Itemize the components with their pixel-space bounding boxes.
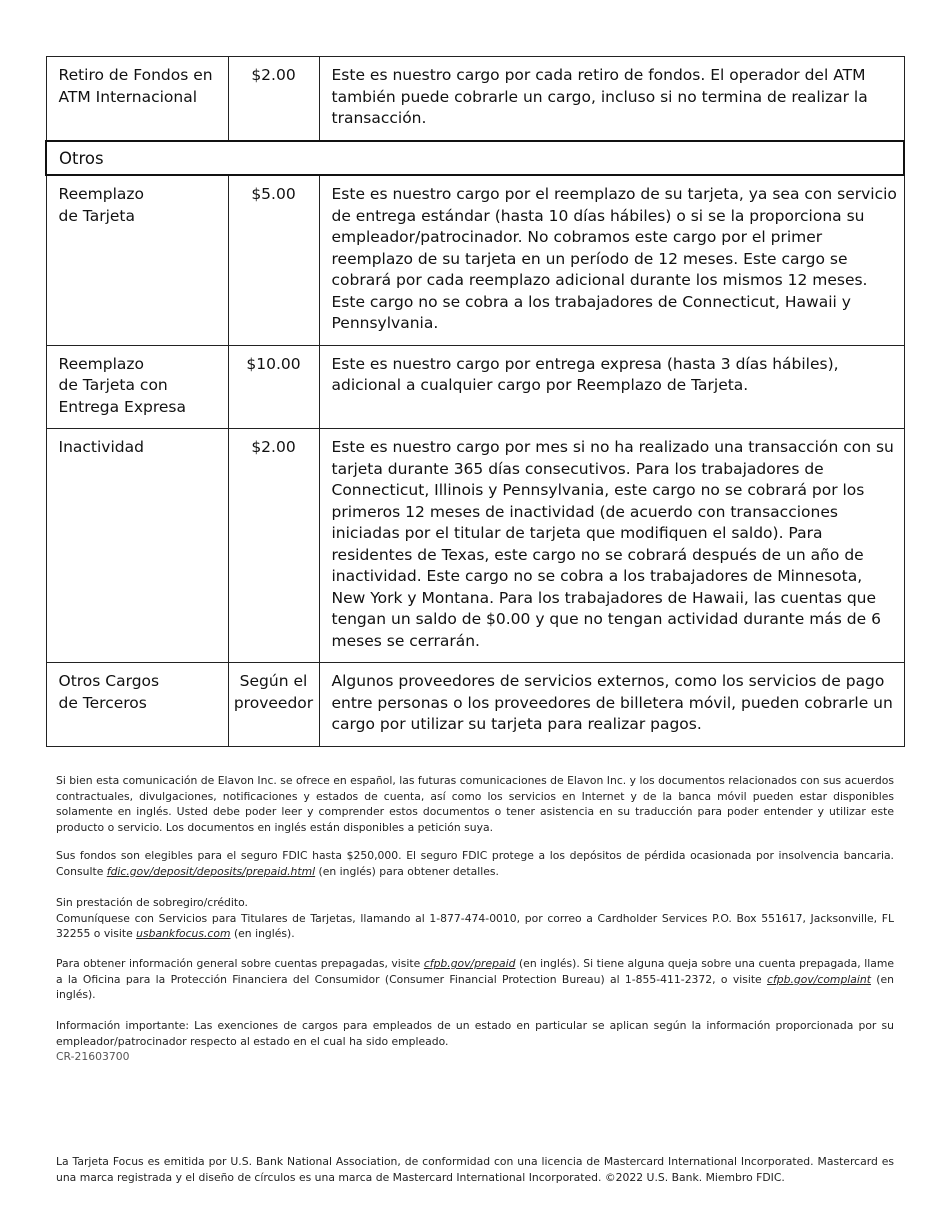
fee-amount xyxy=(228,663,319,747)
fee-name-line: Reemplazo xyxy=(58,354,145,373)
important-text: Información importante: Las exenciones de cargos para empleados de un estado en particular se aplican según la información proporcionada por su empleador/patrocinador respecto al estado en el cual ha sido empleado. xyxy=(56,1019,894,1048)
fee-amount: $10.00 xyxy=(228,345,319,429)
fee-name-line: Entrega Expresa xyxy=(58,397,186,416)
fee-row-card-replacement xyxy=(46,175,904,345)
fdic-suffix: (en inglés) para obtener detalles. xyxy=(318,864,499,878)
fee-name xyxy=(46,175,228,345)
fee-row-third-party xyxy=(46,663,904,747)
fee-description: Este es nuestro cargo por cada retiro de fondos. El operador del ATM también puede cobrarle un cargo, incluso si no termina de realizar la transacción. xyxy=(319,57,904,141)
fee-name-line: de Tarjeta xyxy=(58,206,135,225)
cfpb-text-2: (en inglés). Si tiene alguna queja sobre una cuenta prepagada, llame a la Oficina para la Protección Financiera del Consumidor (Consumer Financial Protection Bureau) al 1-855-411-2372, o visite xyxy=(56,957,894,986)
cfpb-complaint-link[interactable]: cfpb.gov/complaint xyxy=(767,972,871,986)
fee-name-line: Otros Cargos xyxy=(58,672,160,690)
contact-notice xyxy=(56,895,894,942)
fee-amount: $5.00 xyxy=(228,175,319,345)
fee-amount: $2.00 xyxy=(228,429,319,663)
cfpb-suffix: (en inglés). xyxy=(56,972,894,1001)
fee-description: Este es nuestro cargo por el reemplazo de su tarjeta, ya sea con servicio de entrega estándar (hasta 10 días hábiles) o si se la proporciona su empleador/patrocinador. No cobramos este cargo por el primer reemplazo de su tarjeta en un período de 12 meses. Este cargo se cobrará por cada reemplazo adicional durante los mismos 12 meses. Este cargo no se cobra a los trabajadores de Connecticut, Hawaii y Pennsylvania. xyxy=(319,175,904,345)
fee-description: Este es nuestro cargo por mes si no ha realizado una transacción con su tarjeta durante 365 días consecutivos. Para los trabajadores de Connecticut, Illinois y Pennsylvania, este cargo no se cobrará por los primeros 12 meses de inactividad (de acuerdo con transacciones iniciadas por el titular de tarjeta que modifiquen el saldo). Para residentes de Texas, este cargo no se cobrará después de un año de inactividad. Este cargo no se cobra a los trabajadores de Minnesota, New York y Montana. Para los trabajadores de Hawaii, las cuentas que tengan un saldo de $0.00 y que no tengan actividad durante más de 6 meses se cerrarán. xyxy=(319,429,904,663)
section-title: Otros xyxy=(46,141,904,176)
fee-name-line: de Tarjeta con xyxy=(58,376,168,394)
fee-description: Este es nuestro cargo por entrega expresa (hasta 3 días hábiles), adicional a cualquier cargo por Reemplazo de Tarjeta. xyxy=(319,345,904,429)
fee-amount-line: Según el xyxy=(239,672,308,690)
language-notice: Si bien esta comunicación de Elavon Inc. se ofrece en español, las futuras comunicaciones de Elavon Inc. y los documentos relacionados con sus acuerdos contractuales, divulgaciones, notificaciones y estados de cuenta, así como los servicios en Internet y de la banca móvil pueden estar disponibles solamente en inglés. Usted debe poder leer y comprender estos documentos o tener asistencia en su traducción para poder entender y utilizar este producto o servicio. Los documentos en inglés están disponibles a petición suya. xyxy=(56,774,894,834)
fee-amount-line: proveedor xyxy=(233,693,314,712)
fee-name xyxy=(46,663,228,747)
fee-amount: $2.00 xyxy=(228,57,319,141)
cfpb-prepaid-link[interactable]: cfpb.gov/prepaid xyxy=(423,957,516,970)
cfpb-text-1: Para obtener información general sobre cuentas prepagadas, visite xyxy=(56,957,421,970)
fee-name-line: Reemplazo xyxy=(58,185,145,203)
fee-row-atm-international xyxy=(46,57,904,141)
contact-suffix: (en inglés). xyxy=(233,927,295,940)
important-notice xyxy=(56,1018,894,1065)
overdraft-text: Sin prestación de sobregiro/crédito. xyxy=(56,896,248,909)
footer-notice: La Tarjeta Focus es emitida por U.S. Bank National Association, de conformidad con una licencia de Mastercard International Incorporated. Mastercard es una marca registrada y el diseño de círculos es una marca de Mastercard International Incorporated. ©2022 U.S. Bank. Miembro FDIC. xyxy=(56,1155,894,1184)
usbankfocus-link[interactable]: usbankfocus.com xyxy=(136,927,231,940)
fdic-notice xyxy=(56,848,894,879)
fee-name-line: de Terceros xyxy=(58,693,147,712)
fee-name xyxy=(46,345,228,429)
fee-row-inactivity xyxy=(46,429,904,663)
document-code: CR-21603700 xyxy=(56,1050,130,1063)
fee-description: Algunos proveedores de servicios externos, como los servicios de pago entre personas o los proveedores de billetera móvil, pueden cobrarle un cargo por utilizar su tarjeta para realizar pagos. xyxy=(319,663,904,747)
section-header-row xyxy=(46,141,904,176)
fdic-text: Sus fondos son elegibles para el seguro FDIC hasta $250,000. El seguro FDIC protege a los depósitos de pérdida ocasionada por insolvencia bancaria. Consulte xyxy=(56,849,894,878)
fee-table xyxy=(45,56,905,747)
contact-text: Comuníquese con Servicios para Titulares de Tarjetas, llamando al 1-877-474-0010, por correo a Cardholder Services P.O. Box 551617, Jacksonville, FL 32255 o visite xyxy=(56,911,894,940)
fee-row-express-replacement xyxy=(46,345,904,429)
fee-name: Retiro de Fondos en ATM Internacional xyxy=(46,57,228,141)
cfpb-notice xyxy=(56,956,894,1003)
fdic-link[interactable]: fdic.gov/deposit/deposits/prepaid.html xyxy=(106,864,316,878)
fee-name: Inactividad xyxy=(46,429,228,663)
